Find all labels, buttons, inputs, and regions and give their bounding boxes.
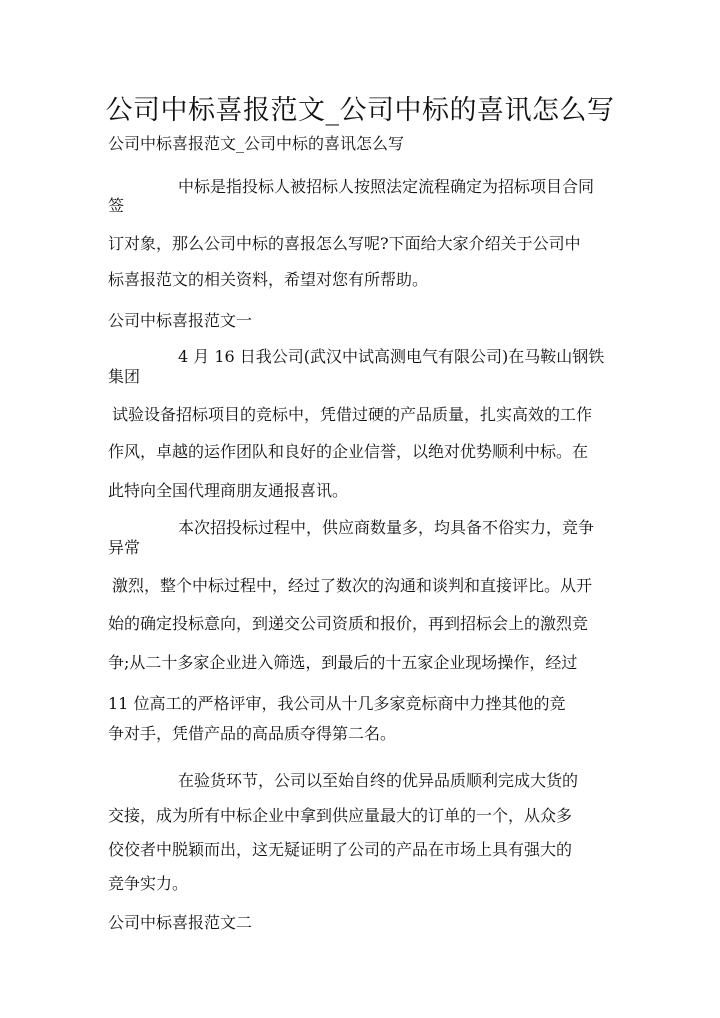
document-title: 公司中标喜报范文_公司中标的喜讯怎么写 — [105, 95, 615, 126]
paragraph-line: 争;从二十多家企业进入筛选，到最后的十五家企业现场操作，经过 — [108, 653, 578, 672]
subtitle-line: 公司中标喜报范文_公司中标的喜讯怎么写 — [108, 134, 405, 153]
paragraph-line: 交接，成为所有中标企业中拿到供应量最大的订单的一个，从众多 — [108, 806, 573, 825]
paragraph-line: 订对象，那么公司中标的喜报怎么写呢?下面给大家介绍关于公司中 — [108, 234, 581, 253]
paragraph-line: 试验设备招标项目的竞标中，凭借过硬的产品质量，扎实高效的工作 — [112, 405, 593, 424]
paragraph-line: 竞争实力。 — [108, 874, 189, 893]
paragraph-line: 本次招投标过程中，供应商数量多，均具备不俗实力，竞争 — [178, 518, 595, 537]
paragraph-line: 佼佼者中脱颖而出，这无疑证明了公司的产品在市场上具有强大的 — [108, 840, 573, 859]
paragraph-line: 争对手，凭借产品的高品质夺得第二名。 — [108, 724, 397, 743]
paragraph-line: 中标是指投标人被招标人按照法定流程确定为招标项目合同 — [178, 177, 595, 196]
paragraph-line: 始的确定投标意向，到递交公司资质和报价，再到招标会上的激烈竞 — [108, 614, 589, 633]
section-heading: 公司中标喜报范文二 — [108, 913, 253, 932]
section-heading: 公司中标喜报范文一 — [108, 311, 253, 330]
paragraph-line: 异常 — [108, 538, 141, 557]
paragraph-line: 激烈，整个中标过程中，经过了数次的沟通和谈判和直接评比。从开 — [112, 576, 593, 595]
paragraph-line: 在验货环节，公司以至始自终的优异品质顺利完成大货的 — [178, 771, 579, 790]
paragraph-line: 此特向全国代理商朋友通报喜讯。 — [108, 481, 349, 500]
paragraph-line: 作风，卓越的运作团队和良好的企业信誉，以绝对优势顺利中标。在 — [108, 442, 589, 461]
paragraph-line: 11 位高工的严格评审，我公司从十几多家竞标商中力挫其他的竞 — [108, 694, 566, 713]
paragraph-line: 标喜报范文的相关资料，希望对您有所帮助。 — [108, 270, 429, 289]
paragraph-line: 4 月 16 日我公司(武汉中试高测电气有限公司)在马鞍山钢铁 — [178, 347, 605, 366]
paragraph-line: 集团 — [108, 367, 141, 386]
paragraph-line: 签 — [108, 196, 125, 215]
